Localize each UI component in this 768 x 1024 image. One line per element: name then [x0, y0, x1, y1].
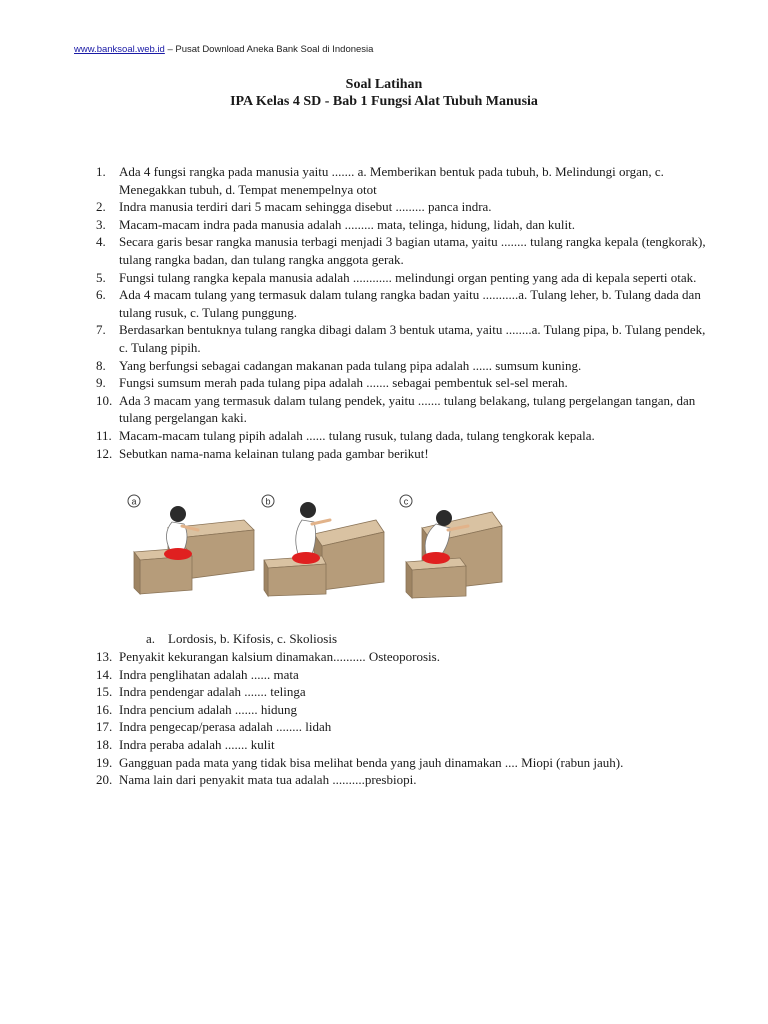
- panel-label-b: b: [265, 496, 271, 507]
- panel-label-a: a: [131, 496, 137, 507]
- question-number: 12.: [96, 445, 113, 461]
- question-number: 9.: [96, 375, 106, 391]
- question-number: 2.: [96, 199, 106, 215]
- question-item: [96, 683, 706, 701]
- question-item: [96, 269, 706, 287]
- question-text: Berdasarkan bentuknya tulang rangka dibagi dalam 3 bentuk utama, yaitu ........a. Tulang pipa, b. Tulang pendek, c. Tulang pipih.: [119, 322, 706, 355]
- question-item: [96, 374, 706, 392]
- question-text: Nama lain dari penyakit mata tua adalah ..........presbiopi.: [119, 772, 417, 788]
- question-item: [96, 445, 706, 463]
- question-number: 6.: [96, 287, 106, 303]
- question-number: 5.: [96, 269, 106, 285]
- question-list: [96, 163, 706, 462]
- question-number: 17.: [96, 719, 113, 735]
- question-item: [96, 427, 706, 445]
- question-item: [96, 392, 706, 427]
- question-item: [96, 771, 706, 789]
- question-text: Yang berfungsi sebagai cadangan makanan pada tulang pipa adalah ...... sumsum kuning.: [119, 357, 582, 373]
- page-header: [74, 44, 373, 55]
- question-text: Fungsi tulang rangka kepala manusia adalah ............ melindungi organ penting yang ada di kepala seperti otak.: [119, 269, 697, 285]
- question-item: [96, 701, 706, 719]
- question-item: [96, 718, 706, 736]
- question-item: [96, 648, 706, 666]
- question-text: Indra peraba adalah ....... kulit: [119, 736, 275, 752]
- panel-c: [400, 495, 502, 598]
- panel-b: [262, 495, 384, 596]
- question-number: 7.: [96, 322, 106, 338]
- question-number: 3.: [96, 216, 106, 232]
- question-number: 10.: [96, 392, 113, 408]
- answer-text: Lordosis, b. Kifosis, c. Skoliosis: [168, 631, 338, 646]
- question-text: Sebutkan nama-nama kelainan tulang pada gambar berikut!: [119, 445, 429, 461]
- question-number: 15.: [96, 684, 113, 700]
- question-item: [96, 736, 706, 754]
- question-number: 8.: [96, 357, 106, 373]
- question-text: Penyakit kekurangan kalsium dinamakan.......... Osteoporosis.: [119, 649, 440, 664]
- question-text: Macam-macam tulang pipih adalah ...... tulang rusuk, tulang dada, tulang tengkorak kepala.: [119, 427, 595, 443]
- question-text: Indra pengecap/perasa adalah ........ lidah: [119, 719, 332, 735]
- question-text: Ada 4 fungsi rangka pada manusia yaitu ....... a. Memberikan bentuk pada tubuh, b. Melindungi organ, c. Menegakkan tubuh, d. Tempat menempelnya otot: [119, 164, 664, 197]
- question-item: [96, 216, 706, 234]
- question-text: Macam-macam indra pada manusia adalah ......... mata, telinga, hidung, lidah, dan kulit.: [119, 216, 575, 232]
- question-number: 1.: [96, 164, 106, 179]
- question-number: 20.: [96, 772, 113, 788]
- question-text: Ada 3 macam yang termasuk dalam tulang pendek, yaitu ....... tulang belakang, tulang pergelangan tangan, dan tulang pergelangan kaki.: [119, 392, 696, 426]
- question-item: [96, 357, 706, 375]
- question-item: [96, 754, 706, 772]
- question-number: 14.: [96, 666, 113, 682]
- question-number: 4.: [96, 234, 106, 250]
- question-item: [96, 233, 706, 268]
- answer-label: a.: [146, 631, 156, 646]
- panel-label-c: c: [403, 496, 409, 507]
- question-text: Indra manusia terdiri dari 5 macam sehingga disebut ......... panca indra.: [119, 199, 492, 215]
- question-number: 18.: [96, 736, 113, 752]
- answer-12: [146, 630, 337, 648]
- question-number: 11.: [96, 427, 112, 443]
- question-text: Gangguan pada mata yang tidak bisa melihat benda yang jauh dinamakan .... Miopi (rabun jauh).: [119, 754, 624, 770]
- question-number: 19.: [96, 754, 113, 770]
- question-text: Fungsi sumsum merah pada tulang pipa adalah ....... sebagai pembentuk sel-sel merah.: [119, 375, 568, 391]
- site-tagline: – Pusat Download Aneka Bank Soal di Indonesia: [164, 44, 374, 55]
- question-text: Indra penglihatan adalah ...... mata: [119, 666, 299, 682]
- question-item: [96, 198, 706, 216]
- title-line-2: IPA Kelas 4 SD - Bab 1 Fungsi Alat Tubuh Manusia: [230, 94, 538, 109]
- question-number: 16.: [96, 701, 113, 717]
- question-text: Indra pencium adalah ....... hidung: [119, 701, 297, 717]
- question-number: 13.: [96, 649, 113, 664]
- document-title: [0, 76, 768, 110]
- question-list-2: [96, 648, 706, 789]
- question-item: [96, 286, 706, 321]
- posture-illustration: [126, 490, 506, 600]
- site-link[interactable]: www.banksoal.web.id: [74, 44, 165, 55]
- question-item: [96, 666, 706, 684]
- question-item: [96, 321, 706, 356]
- title-line-1: Soal Latihan: [345, 77, 423, 92]
- panel-a: [128, 495, 254, 594]
- question-text: Ada 4 macam tulang yang termasuk dalam tulang rangka badan yaitu ...........a. Tulang leher, b. Tulang dada dan tulang rusuk, c. Tulang punggung.: [119, 287, 701, 320]
- question-text: Indra pendengar adalah ....... telinga: [119, 684, 306, 700]
- question-item: [96, 163, 706, 198]
- question-text: Secara garis besar rangka manusia terbagi menjadi 3 bagian utama, yaitu ........ tulang rangka kepala (tengkorak), tulang rangka badan, dan tulang rangka anggota gerak.: [119, 234, 706, 267]
